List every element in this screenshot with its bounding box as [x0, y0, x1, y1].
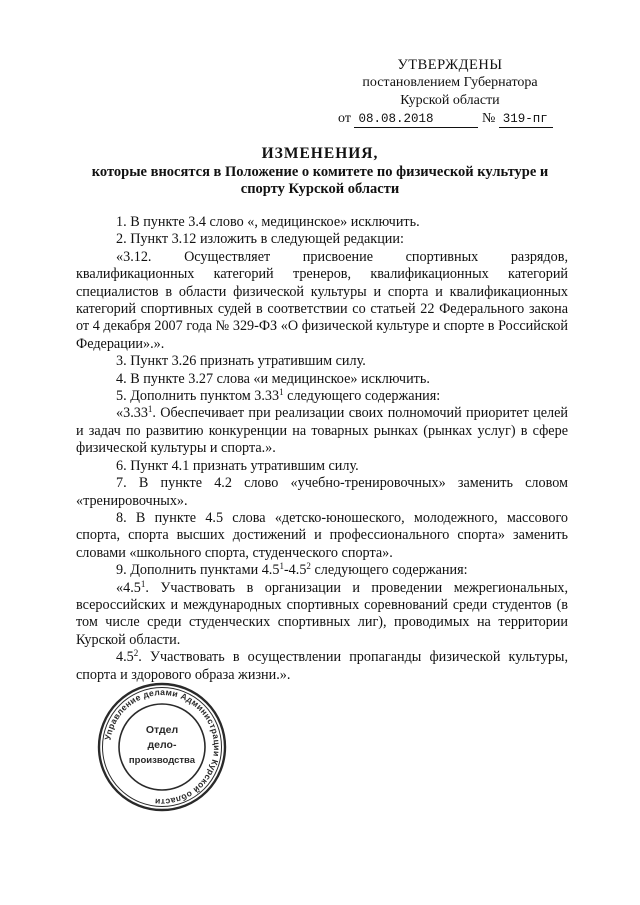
date-prefix: от — [338, 111, 351, 126]
stamp-center-line-3: производства — [128, 755, 196, 766]
approval-date-number-line — [338, 110, 570, 128]
paragraph: «3.33$^1$. Обеспечивает при реализации своих полномочий приоритет целей и задач по развитию конкуренции на товарных рынках (рынках услуг) в сфере физической культуры и спорта.». — [76, 404, 568, 457]
title-main: ИЗМЕНЕНИЯ, — [261, 145, 379, 162]
paragraph: «3.12. Осуществляет присвоение спортивных разрядов, квалификационных категорий тренеров, квалификационных категорий специалистов в области физической культуры и спорта и квалификационных категорий спортивных судей в соответствии со статьей 22 Федерального закона от 4 декабря 2007 года № 329-ФЗ «О физической культуре и спорте в Российской Федерации».». — [76, 248, 568, 352]
document-body — [76, 214, 568, 684]
paragraph: 5. Дополнить пунктом 3.33$^1$ следующего содержания: — [116, 387, 441, 405]
paragraph: 2. Пункт 3.12 изложить в следующей редакции: — [116, 231, 404, 248]
paragraph: 7. В пункте 4.2 слово «учебно-тренировочных» заменить словом «тренировочных». — [76, 475, 568, 509]
title-sub-line-2: спорту Курской области — [240, 181, 400, 197]
approval-date: 08.08.2018 — [354, 112, 478, 128]
approval-line-2: Курской области — [400, 93, 500, 108]
approval-line-1: постановлением Губернатора — [362, 75, 538, 90]
paragraph: 8. В пункте 4.5 слова «детско-юношеского, молодежного, массового спорта, спорта высших достижений и профессионального спорта» заменить словами «школьного спорта, студенческого спорта». — [76, 509, 568, 561]
paragraph: 9. Дополнить пунктами $4.5^1-4.5^2$ следующего содержания: — [116, 561, 468, 579]
approval-number: 319-пг — [499, 112, 553, 128]
stamp-center-line-1: Отдел — [145, 724, 179, 736]
paragraph: «$4.5^1$. Участвовать в организации и проведении межрегиональных, всероссийских и международных спортивных соревнований среди студентов (в том числе среди студенческих спортивных лиг), проводимых на территории Курской области. — [76, 578, 568, 648]
paragraph: 6. Пункт 4.1 признать утратившим силу. — [116, 457, 359, 474]
number-prefix: № — [481, 111, 496, 126]
document-title — [70, 145, 570, 198]
paragraph: $4.5^2$. Участвовать в осуществлении пропаганды физической культуры, спорта и здорового образа жизни.». — [76, 648, 568, 683]
approval-title: УТВЕРЖДЕНЫ — [397, 57, 503, 73]
stamp-center-line-2: дело- — [147, 739, 177, 751]
official-stamp — [96, 681, 228, 813]
paragraph: 4. В пункте 3.27 слова «и медицинское» исключить. — [116, 370, 430, 387]
stamp-ring-text: Управление делами Администрации Курской области — [102, 686, 223, 808]
approval-block — [330, 56, 570, 110]
paragraph: 3. Пункт 3.26 признать утратившим силу. — [116, 353, 366, 370]
paragraph: 1. В пункте 3.4 слово «, медицинское» исключить. — [116, 214, 420, 230]
title-sub-line-1: которые вносятся в Положение о комитете по физической культуре и — [91, 164, 549, 180]
